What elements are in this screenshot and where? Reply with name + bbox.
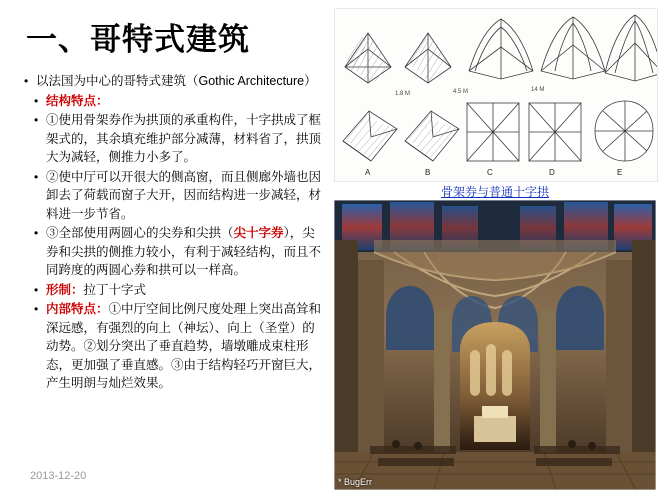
list-item — [22, 168, 327, 224]
list-item — [22, 300, 327, 393]
bullet-marker: • — [34, 93, 39, 108]
svg-text:1.8 M: 1.8 M — [395, 91, 411, 97]
run-text: ①中厅空间比例尺度处理上突出高耸和深远感，有强烈的向上（神坛）、向上（圣堂）的动势。②划分突出了垂直趋势，墙墩雕成束柱形态，更加强了垂直感。③由于结构轻巧开窗巨大，产生明朗与灿烂效果。 — [46, 302, 322, 390]
list-item — [22, 224, 327, 280]
cathedral-interior-svg — [334, 200, 656, 490]
figure-label-b: B — [425, 168, 431, 177]
run-text: ），尖券和尖拱的侧推力较小，有利于减轻结构，而且不同跨度的两圆心券和拱可以一样高。 — [46, 226, 322, 277]
bullet-marker: • — [34, 282, 39, 297]
list-item — [22, 72, 327, 91]
bullet-marker: • — [24, 74, 29, 88]
list-item — [22, 111, 327, 167]
list-item — [22, 92, 327, 111]
figure-caption: 骨架券与普通十字拱 — [440, 185, 549, 199]
bullet-marker: • — [34, 226, 39, 240]
list-item — [22, 281, 327, 300]
svg-text:14 M: 14 M — [531, 87, 545, 93]
bullet-text — [46, 224, 327, 280]
run-text: ②使中厅可以开很大的侧高窗，而且侧廊外墙也因卸去了荷载而窗子大开，因而结构进一步减轻，材料进一步节省。 — [46, 169, 322, 221]
run-text: ③全部使用两圆心的尖券和尖拱（ — [46, 226, 234, 240]
bullet-text — [46, 300, 327, 393]
bullet-text — [46, 92, 327, 111]
page-title: 一、哥特式建筑 — [26, 22, 250, 57]
run-text-emphasis: 形制： — [46, 282, 84, 297]
bullet-marker: • — [34, 113, 39, 127]
figure-label-d: D — [549, 168, 555, 177]
bullet-text — [36, 72, 327, 91]
bullet-list — [22, 72, 327, 394]
bullet-text — [46, 281, 327, 300]
run-text: 结构特点： — [46, 93, 109, 108]
bullet-text — [46, 168, 327, 224]
run-text-emphasis: 尖十字券 — [233, 226, 284, 240]
run-text: 以法国为中心的哥特式建筑（Gothic Architecture） — [36, 74, 317, 88]
bullet-text — [46, 111, 327, 167]
cathedral-interior-image — [334, 200, 656, 490]
figure-label-c: C — [487, 168, 493, 177]
image-watermark: * BugErr — [338, 477, 373, 487]
bullet-marker: • — [34, 302, 39, 316]
run-text-emphasis: 内部特点： — [46, 302, 109, 316]
run-text: 拉丁十字式 — [83, 282, 147, 297]
rib-vault-diagram-svg — [335, 9, 657, 181]
bullet-marker: • — [34, 169, 39, 184]
date-stamp: 2013-12-20 — [30, 470, 87, 482]
figure-label-a: A — [365, 168, 371, 177]
figure-label-e: E — [617, 168, 623, 177]
run-text: ①使用骨架券作为拱顶的承重构件，十字拱成了框架式的，其余填充维护部分减薄，材料省了，拱顶大为减轻，侧推力小多了。 — [46, 113, 322, 164]
rib-vault-diagrams-image — [334, 8, 658, 182]
svg-text:4.5 M: 4.5 M — [453, 89, 469, 95]
